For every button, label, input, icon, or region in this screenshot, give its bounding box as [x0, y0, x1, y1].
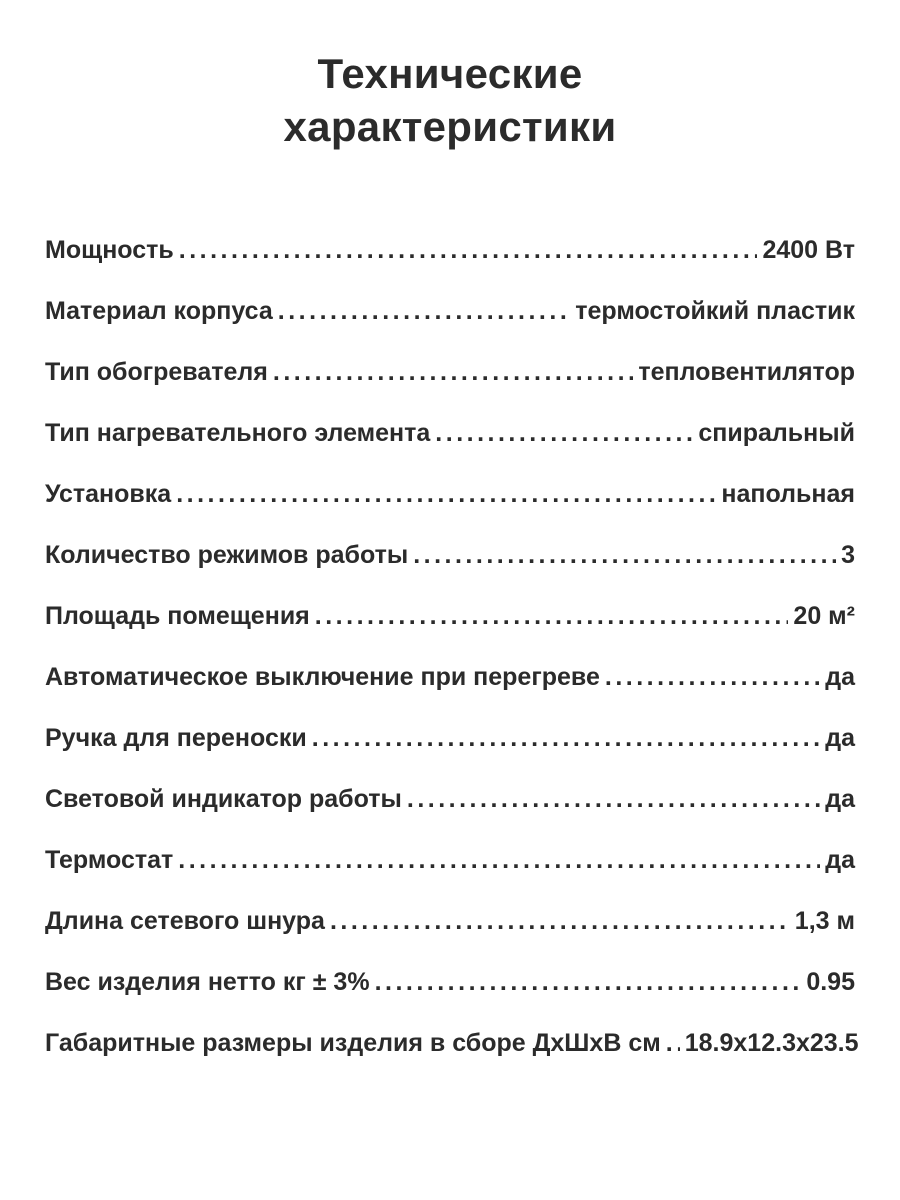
dot-leader: [179, 233, 758, 267]
dot-leader: [278, 294, 570, 328]
spec-row: [45, 1026, 859, 1060]
spec-value: 2400 Вт: [762, 236, 855, 264]
spec-value: да: [825, 785, 855, 813]
spec-row: [45, 599, 855, 633]
spec-value: 20 м²: [793, 602, 855, 630]
spec-label: Ручка для переноски: [45, 724, 307, 752]
spec-label: Вес изделия нетто кг ± 3%: [45, 968, 370, 996]
spec-value: 0.95: [806, 968, 855, 996]
spec-label: Длина сетевого шнура: [45, 907, 325, 935]
spec-row: [45, 233, 855, 267]
spec-label: Габаритные размеры изделия в сборе ДхШхВ см: [45, 1029, 661, 1057]
dot-leader: [375, 965, 802, 999]
spec-label: Автоматическое выключение при перегреве: [45, 663, 600, 691]
spec-row: [45, 416, 855, 450]
spec-value: 3: [841, 541, 855, 569]
spec-row: [45, 843, 855, 877]
dot-leader: [273, 355, 633, 389]
dot-leader: [315, 599, 789, 633]
dot-leader: [435, 416, 693, 450]
spec-row: [45, 782, 855, 816]
spec-label: Тип нагревательного элемента: [45, 419, 431, 447]
spec-label: Мощность: [45, 236, 174, 264]
page-title-line1: Технические: [317, 50, 583, 97]
spec-row: [45, 965, 855, 999]
spec-label: Световой индикатор работы: [45, 785, 402, 813]
dot-leader: [413, 538, 836, 572]
spec-label: Тип обогревателя: [45, 358, 268, 386]
spec-value: термостойкий пластик: [575, 297, 855, 325]
spec-value: да: [825, 846, 855, 874]
spec-label: Площадь помещения: [45, 602, 310, 630]
dot-leader: [605, 660, 820, 694]
spec-label: Материал корпуса: [45, 297, 273, 325]
spec-list: [45, 233, 859, 1060]
dot-leader: [407, 782, 820, 816]
spec-label: Количество режимов работы: [45, 541, 409, 569]
dot-leader: [330, 904, 790, 938]
spec-value: да: [825, 724, 855, 752]
page-title-line2: характеристики: [283, 102, 617, 150]
spec-row: [45, 660, 855, 694]
page-title: [45, 48, 855, 153]
dot-leader: [666, 1026, 680, 1060]
dot-leader: [312, 721, 820, 755]
dot-leader: [178, 843, 820, 877]
spec-row: [45, 477, 855, 511]
spec-row: [45, 538, 855, 572]
spec-row: [45, 904, 855, 938]
spec-value: спиральный: [698, 419, 855, 447]
spec-value: да: [825, 663, 855, 691]
dot-leader: [176, 477, 716, 511]
spec-row: [45, 721, 855, 755]
spec-value: 1,3 м: [794, 907, 855, 935]
spec-row: [45, 355, 855, 389]
spec-value: напольная: [721, 480, 855, 508]
spec-label: Установка: [45, 480, 172, 508]
spec-label: Термостат: [45, 846, 174, 874]
spec-row: [45, 294, 855, 328]
spec-value: 18.9х12.3х23.5: [684, 1029, 859, 1057]
spec-value: тепловентилятор: [638, 358, 855, 386]
